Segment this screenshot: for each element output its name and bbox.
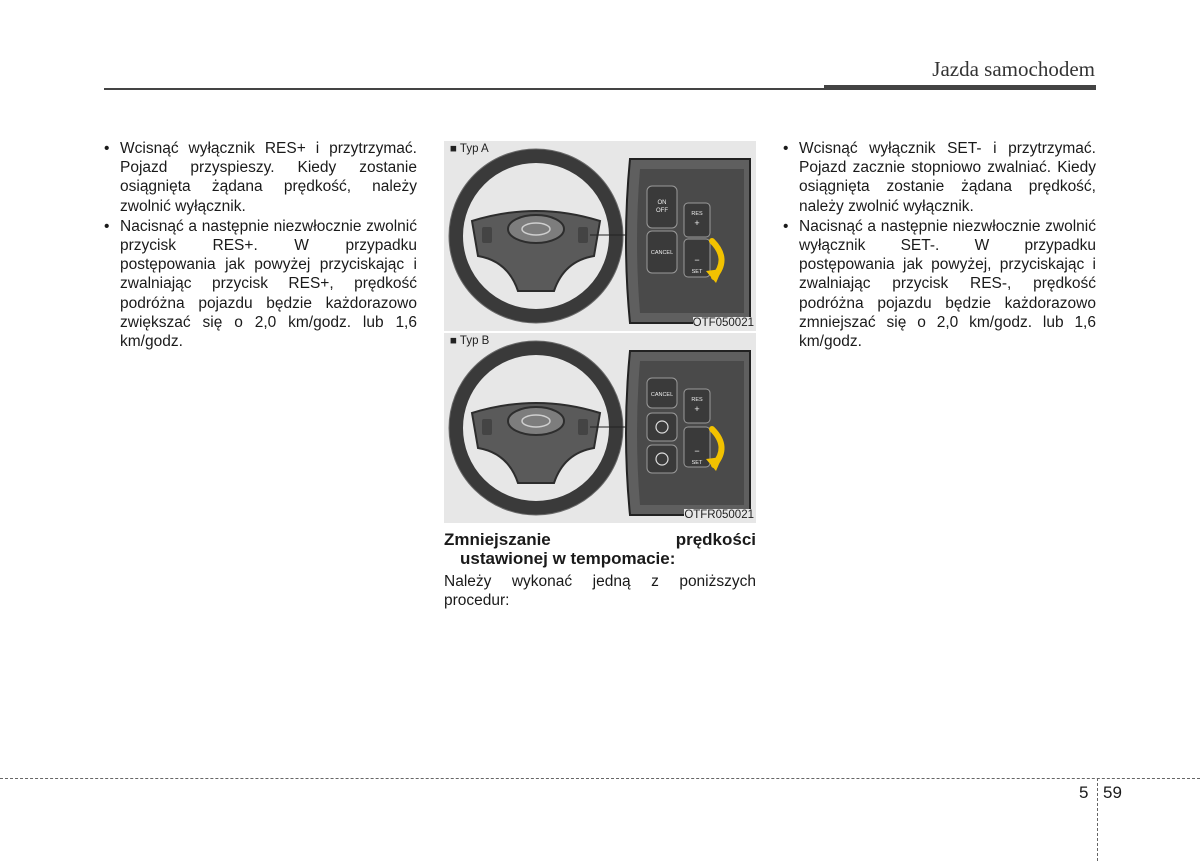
footer-rule [0, 778, 1200, 779]
header-rule-thick [824, 85, 1096, 90]
off-label: OFF [656, 208, 668, 214]
figure-code: OTFR050021 [684, 509, 754, 521]
bullet-item: • Wcisnąć wyłącznik RES+ i przytrzymać. Pojazd przyspieszy. Kiedy zostanie osiągnięta żądana prędkość, należy zwolnić wyłącznik. [104, 139, 417, 216]
figure-type-b [444, 333, 756, 523]
header-rule [104, 88, 824, 90]
section-body: Należy wykonać jedną z poniższych procedur: [444, 573, 756, 609]
on-label: ON [657, 200, 667, 206]
right-column [783, 139, 1096, 352]
cancel-label: CANCEL [650, 250, 674, 256]
running-header: Jazda samochodem [932, 57, 1095, 81]
heading-word-1: Zmniejszanie [444, 530, 551, 549]
figure-label: ■ Typ A [450, 143, 489, 155]
bullet-item: • Nacisnąć a następnie niezwłocznie zwolnić wyłącznik SET-. W przypadku postępowania jak powyżej, przyciskając i zwalniając przycisk RES-, prędkość podróżna pojazdu będzie każdorazowo zmniejszać się o 2,0 km/godz. lub 1,6 km/godz. [783, 217, 1096, 351]
bullet-item: • Wcisnąć wyłącznik SET- i przytrzymać. Pojazd zacznie stopniowo zwalniać. Kiedy osiągnięta zostanie żądana prędkość, należy zwolnić wyłącznik. [783, 139, 1096, 216]
plus-label: + [694, 218, 700, 228]
set-label: SET [691, 460, 703, 466]
steering-wheel-type-a-illustration [444, 141, 756, 331]
chapter-number: 5 [1079, 783, 1089, 802]
heading-line-2: ustawionej w tempomacie: [460, 549, 676, 568]
left-column [104, 139, 417, 352]
figure-type-a [444, 141, 756, 331]
res-label: RES [691, 211, 703, 217]
set-label: SET [691, 269, 703, 275]
heading-word-2: prędkości [675, 530, 756, 549]
cancel-label: CANCEL [650, 392, 674, 398]
section-heading [444, 530, 756, 568]
steering-wheel-type-b-illustration [444, 333, 756, 523]
minus-label: − [694, 446, 700, 456]
bullet-item: • Nacisnąć a następnie niezwłocznie zwolnić przycisk RES+. W przypadku postępowania jak powyżej przyciskając i zwalniając przycisk RES+, prędkość podróżna pojazdu będzie każdorazowo zwiększać się o 2,0 km/godz. lub 1,6 km/godz. [104, 217, 417, 351]
page-number: 59 [1103, 783, 1122, 802]
minus-label: − [694, 255, 700, 265]
footer-vertical-rule [1097, 778, 1098, 861]
figure-label: ■ Typ B [450, 335, 490, 347]
res-label: RES [691, 397, 703, 403]
figure-code: OTF050021 [692, 317, 754, 329]
plus-label: + [694, 404, 700, 414]
